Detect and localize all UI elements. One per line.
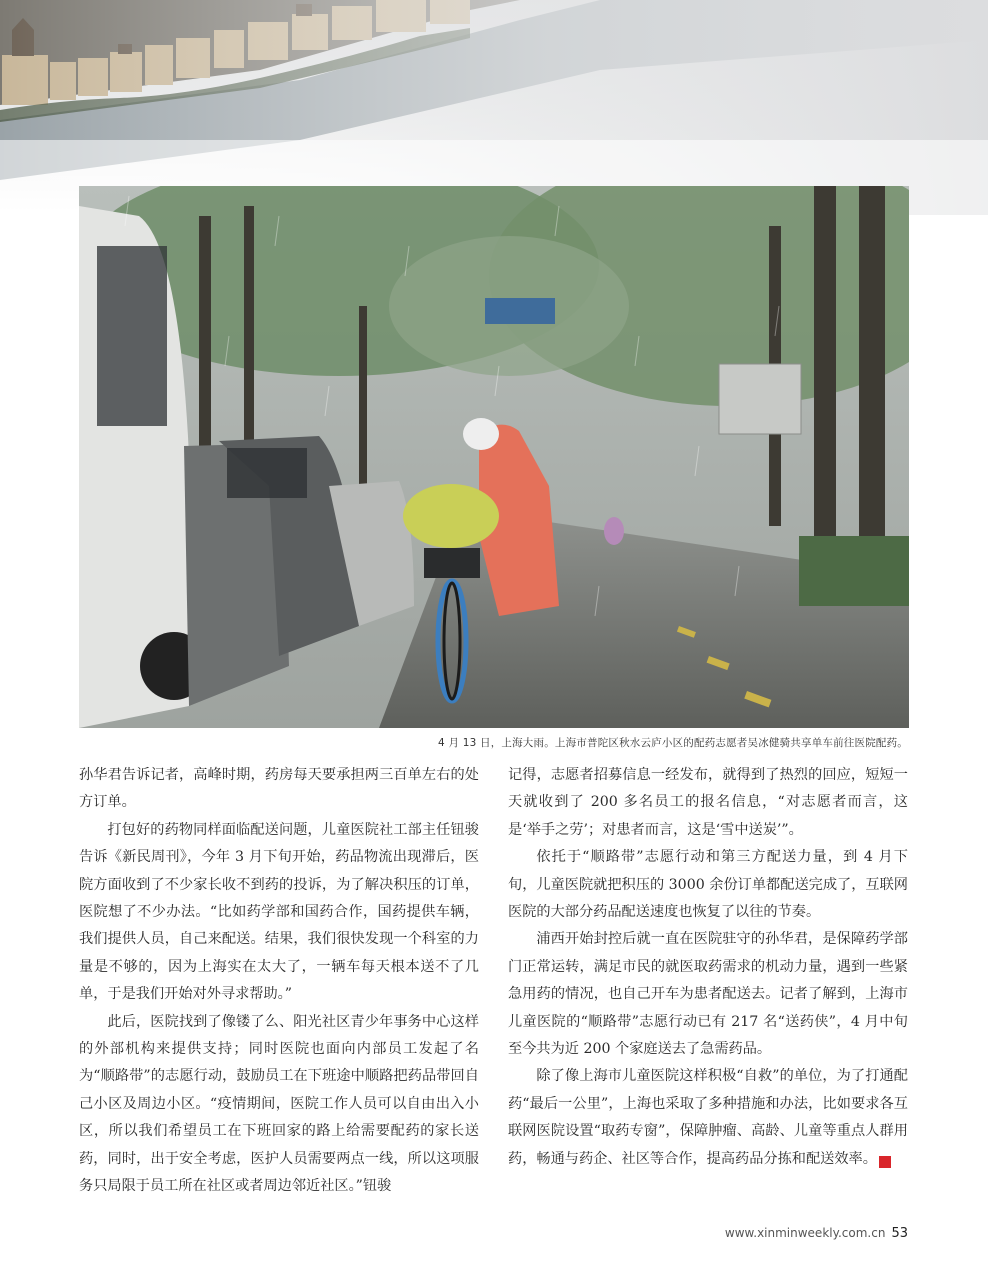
paragraph: 孙华君告诉记者，高峰时期，药房每天要承担两三百单左右的处方订单。 [79, 767, 479, 811]
paragraph: 记得，志愿者招募信息一经发布，就得到了热烈的回应，短短一天就收到了 200 多名员工的报名信息，“对志愿者而言，这是‘举手之劳’；对患者而言，这是‘雪中送炭’”。 [508, 767, 908, 838]
page-number: 53 [891, 1226, 908, 1241]
website-url[interactable]: www.xinminweekly.com.cn [724, 1226, 886, 1240]
article-column-left [79, 762, 479, 1201]
article-column-right [508, 762, 917, 1173]
paragraph: 打包好的药物同样面临配送问题，儿童医院社工部主任钮骏告诉《新民周刊》，今年 3 月下旬开始，药品物流出现滞后，医院方面收到了不少家长收不到药的投诉，为了解决积压的订单，医院想了不少办法。“比如药学部和国药合作，国药提供车辆，我们提供人员，自己来配送。结果，我们很快发现一个科室的力量是不够的，因为上海实在太大了，一辆车每天根本送不了几单，于是我们开始对外寻求帮助。” [79, 821, 479, 1003]
end-mark-icon: 民 [879, 1156, 891, 1168]
page-footer [725, 1226, 908, 1241]
paragraph: 依托于“顺路带”志愿行动和第三方配送力量，到 4 月下旬，儿童医院就把积压的 3000 余份订单都配送完成了，互联网医院的大部分药品配送速度也恢复了以往的节奏。 [508, 849, 908, 921]
paragraph: 浦西开始封控后就一直在医院驻守的孙华君，是保障药学部门正常运转，满足市民的就医取药需求的机动力量，遇到一些紧急用药的情况，也自己开车为患者配送去。记者了解到，上海市儿童医院的“顺路带”志愿行动已有 217 名“送药侠”，4 月中旬至今共为近 200 个家庭送去了急需药品。 [508, 931, 908, 1058]
rainy-street-cyclist-photo [79, 186, 909, 728]
paragraph: 此后，医院找到了像镂了么、阳光社区青少年事务中心这样的外部机构来提供支持；同时医院也面向内部员工发起了名为“顺路带”的志愿行动，鼓励员工在下班途中顺路把药品带回自己小区及周边小区。“疫情期间，医院工作人员可以自由出入小区，所以我们希望员工在下班回家的路上给需要配药的家长送药，同时，出于安全考虑，医护人员需要两点一线，所以这项服务只局限于员工所在社区或者周边邻近社区。”钮骏 [79, 1013, 479, 1195]
paragraph-last [508, 1063, 917, 1173]
photo-caption: 4 月 13 日，上海大雨。上海市普陀区秋水云庐小区的配药志愿者吴冰健骑共享单车前往医院配药。 [438, 737, 908, 749]
paragraph-text: 除了像上海市儿童医院这样积极“自救”的单位，为了打通配药“最后一公里”，上海也采取了多种措施和办法，比如要求各互联网医院设置“取药专窗”，保障肿瘤、高龄、儿童等重点人群用药，畅通与药企、社区等合作，提高药品分拣和配送效率。 [508, 1068, 908, 1167]
skyline-banner-image [0, 0, 988, 215]
